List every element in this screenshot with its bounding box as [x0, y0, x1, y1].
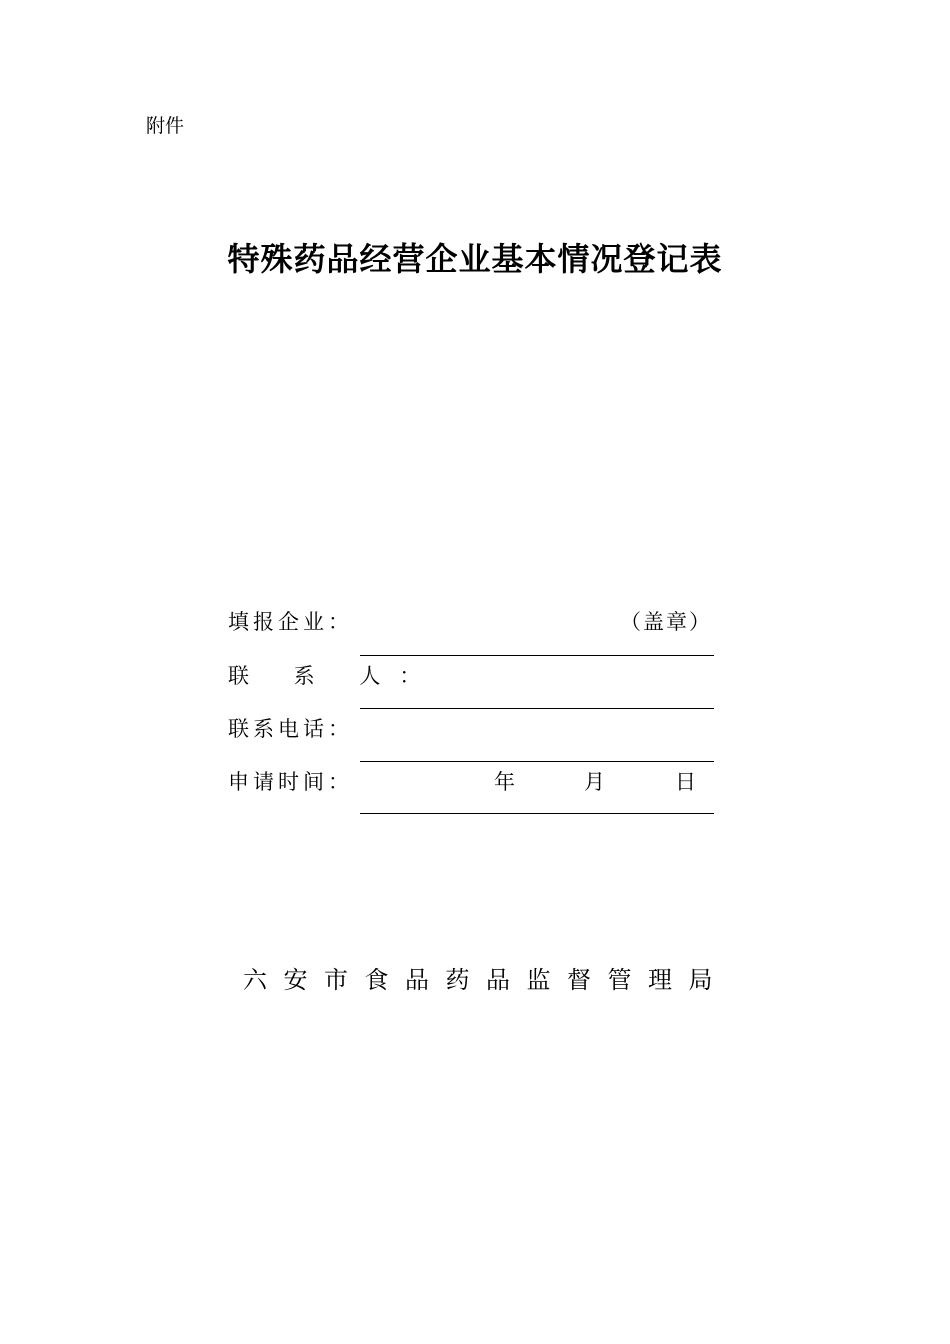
- attachment-label: 附件: [146, 115, 185, 137]
- issuing-authority: 六安市食品药品监督管理局: [243, 966, 729, 994]
- month-label: 月: [584, 770, 605, 794]
- seal-note: （盖章）: [620, 610, 712, 634]
- phone-label: 联系电话：: [228, 717, 353, 741]
- document-title: 特殊药品经营企业基本情况登记表: [227, 240, 723, 278]
- contact-label: 联 系 人：: [228, 664, 440, 688]
- date-field-line[interactable]: [360, 813, 714, 814]
- date-label: 申请时间：: [228, 770, 353, 794]
- company-field-line[interactable]: [360, 655, 714, 656]
- year-label: 年: [494, 770, 515, 794]
- contact-field-line[interactable]: [360, 708, 714, 709]
- phone-field-line[interactable]: [360, 761, 714, 762]
- day-label: 日: [675, 770, 696, 794]
- company-label: 填报企业：: [228, 610, 353, 634]
